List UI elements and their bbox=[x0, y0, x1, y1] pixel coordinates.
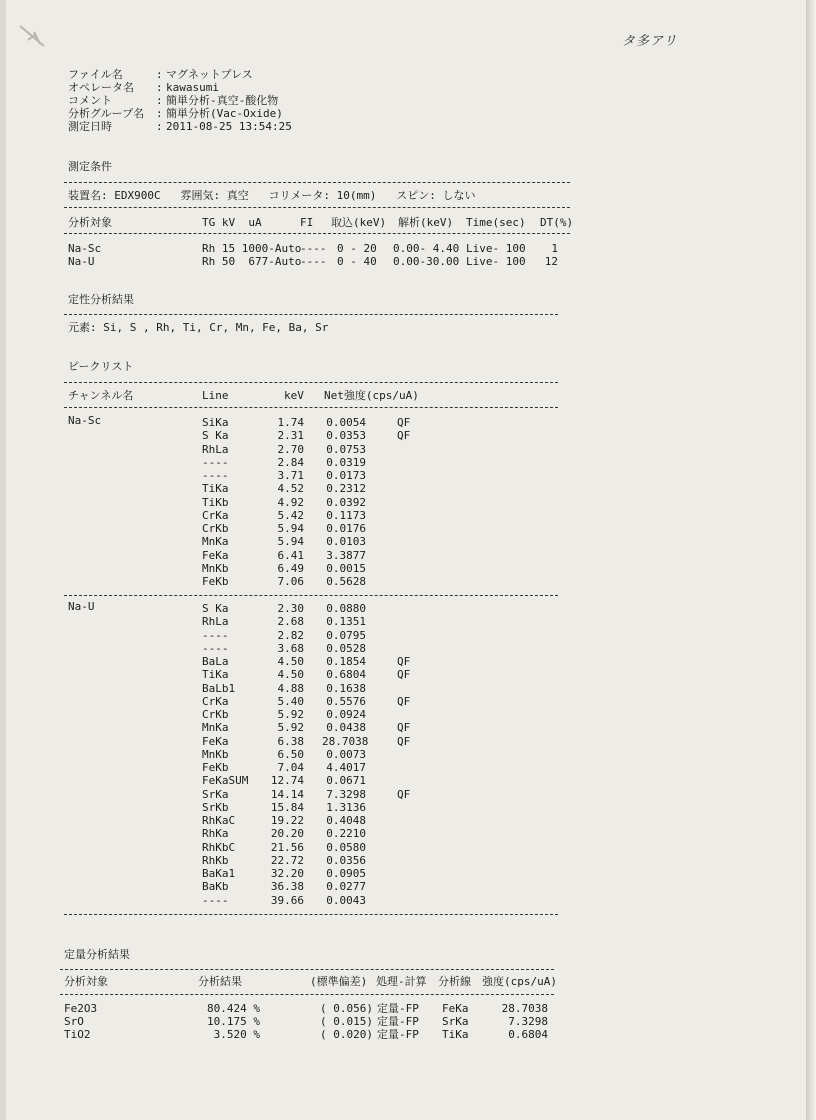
peak-line: SiKa bbox=[202, 416, 229, 429]
quant-process: 定量-FP bbox=[377, 1028, 419, 1041]
peak-line: RhKa bbox=[202, 827, 229, 841]
peak-flag: QF bbox=[397, 734, 411, 748]
divider bbox=[60, 969, 554, 970]
peak-line: ---- bbox=[202, 641, 229, 655]
peak-line: CrKa bbox=[202, 508, 229, 522]
peak-kev: 22.72 bbox=[270, 853, 304, 867]
cond-fi: ---- bbox=[300, 255, 327, 268]
peak-net: 7.3298 bbox=[326, 787, 366, 801]
cond-col-time: Time(sec) bbox=[466, 216, 526, 229]
peak-net: 0.0905 bbox=[326, 867, 366, 880]
peak-kev: 3.71 bbox=[277, 469, 304, 482]
peak-line: FeKb bbox=[202, 575, 229, 588]
quant-col-intensity: 強度(cps/uA) bbox=[482, 975, 557, 988]
peak-kev: 2.30 bbox=[277, 602, 304, 615]
peak-net: 0.0043 bbox=[326, 893, 366, 907]
peak-net: 0.4048 bbox=[326, 814, 366, 827]
peak-kev: 36.38 bbox=[270, 880, 304, 894]
peak-flag: QF bbox=[397, 668, 411, 682]
peak-line: RhKb bbox=[202, 853, 229, 867]
divider bbox=[64, 914, 558, 915]
peak-kev: 2.82 bbox=[277, 628, 304, 642]
peak-kev: 39.66 bbox=[270, 893, 304, 907]
peak-kev: 4.50 bbox=[277, 668, 304, 682]
cond-ana: 0.00-30.00 bbox=[393, 255, 460, 268]
peak-flag: QF bbox=[397, 429, 411, 443]
divider bbox=[64, 207, 570, 208]
peak-net: 0.0880 bbox=[326, 602, 366, 615]
peak-net: 0.0103 bbox=[326, 535, 366, 549]
quant-target: Fe2O3 bbox=[64, 1002, 98, 1015]
peak-line: ---- bbox=[202, 893, 229, 907]
quant-col-process: 処理-計算 bbox=[376, 975, 427, 988]
quant-line: TiKa bbox=[442, 1028, 469, 1041]
peak-net: 3.3877 bbox=[326, 548, 366, 562]
peak-line: RhKbC bbox=[202, 840, 236, 854]
peak-line: ---- bbox=[202, 469, 229, 482]
peak-net: 0.0073 bbox=[326, 747, 366, 761]
divider bbox=[60, 994, 554, 995]
peak-line: TiKb bbox=[202, 495, 229, 509]
quant-sd: ( 0.056) bbox=[320, 1002, 373, 1015]
peak-kev: 2.70 bbox=[277, 442, 304, 456]
quant-line: FeKa bbox=[442, 1002, 469, 1015]
peak-kev: 15.84 bbox=[270, 800, 304, 814]
peak-kev: 6.50 bbox=[277, 747, 304, 761]
cond-tg: Rh 50 677-Auto bbox=[202, 255, 302, 268]
peak-net: 0.6804 bbox=[326, 668, 366, 682]
cond-time: Live- 100 bbox=[466, 255, 526, 268]
peak-line: CrKa bbox=[202, 694, 229, 708]
quant-result: 10.175 % bbox=[207, 1015, 260, 1028]
peak-line: SrKb bbox=[202, 800, 229, 814]
cond-target: Na-U bbox=[68, 255, 95, 268]
peak-net: 0.0353 bbox=[326, 429, 366, 443]
peak-kev: 6.41 bbox=[277, 548, 304, 562]
peak-line: CrKb bbox=[202, 522, 229, 535]
peak-net: 0.0753 bbox=[326, 442, 366, 456]
peak-col-net: Net強度(cps/uA) bbox=[324, 389, 419, 402]
divider bbox=[64, 314, 558, 315]
peak-kev: 6.38 bbox=[277, 734, 304, 748]
peak-net: 0.1854 bbox=[326, 655, 366, 668]
header-label: ファイル名 bbox=[68, 68, 123, 81]
peak-kev: 32.20 bbox=[270, 867, 304, 880]
header-value: kawasumi bbox=[166, 81, 219, 94]
peak-kev: 5.94 bbox=[277, 522, 304, 535]
peak-kev: 2.68 bbox=[277, 615, 304, 629]
quant-target: TiO2 bbox=[64, 1028, 91, 1041]
peak-line: ---- bbox=[202, 628, 229, 642]
peak-flag: QF bbox=[397, 694, 411, 708]
peak-kev: 5.42 bbox=[277, 508, 304, 522]
cond-col-tg: TG kV uA bbox=[202, 216, 262, 229]
peak-net: 0.0392 bbox=[326, 495, 366, 509]
channel-name: Na-U bbox=[68, 600, 95, 613]
peak-net: 0.0671 bbox=[326, 774, 366, 788]
peak-line: SrKa bbox=[202, 787, 229, 801]
peak-line: BaLb1 bbox=[202, 681, 236, 695]
peak-line: BaKb bbox=[202, 880, 229, 894]
header-colon: : bbox=[156, 120, 163, 133]
peak-line: FeKa bbox=[202, 734, 229, 748]
cond-tg: Rh 15 1000-Auto bbox=[202, 242, 302, 255]
peak-line: FeKb bbox=[202, 761, 229, 774]
header-label: コメント bbox=[68, 94, 112, 107]
peak-col-channel: チャンネル名 bbox=[68, 389, 134, 402]
scratch-mark-icon bbox=[14, 16, 54, 56]
peak-net: 0.0795 bbox=[326, 628, 366, 642]
divider bbox=[64, 182, 570, 183]
peak-kev: 19.22 bbox=[270, 814, 304, 827]
quant-intensity: 28.7038 bbox=[501, 1002, 548, 1015]
header-colon: : bbox=[156, 107, 163, 120]
peak-line: BaKa1 bbox=[202, 867, 236, 880]
cond-col-ana: 解析(keV) bbox=[398, 216, 454, 229]
peak-kev: 7.04 bbox=[277, 761, 304, 774]
peak-kev: 4.92 bbox=[277, 495, 304, 509]
peak-col-kev: keV bbox=[284, 389, 304, 402]
peak-net: 0.5628 bbox=[326, 575, 366, 588]
quant-sd: ( 0.015) bbox=[320, 1015, 373, 1028]
peak-net: 0.0580 bbox=[326, 840, 366, 854]
peak-line: BaLa bbox=[202, 655, 229, 668]
peak-kev: 12.74 bbox=[270, 774, 304, 788]
peak-line: RhLa bbox=[202, 442, 229, 456]
header-value: マグネットプレス bbox=[166, 68, 253, 81]
device-line: 装置名: EDX900C 雰囲気: 真空 コリメータ: 10(mm) スピン: しない bbox=[68, 189, 476, 202]
peak-flag: QF bbox=[397, 787, 411, 801]
cond-fi: ---- bbox=[300, 242, 327, 255]
peak-flag: QF bbox=[397, 416, 411, 429]
divider bbox=[64, 233, 570, 234]
header-colon: : bbox=[156, 68, 163, 81]
cond-acq: 0 - 40 bbox=[337, 255, 377, 268]
peak-line: RhKaC bbox=[202, 814, 236, 827]
peak-line: FeKaSUM bbox=[202, 774, 249, 788]
cond-col-acq: 取込(keV) bbox=[331, 216, 387, 229]
peak-line: MnKb bbox=[202, 561, 229, 575]
header-label: 分析グループ名 bbox=[68, 107, 145, 120]
quant-process: 定量-FP bbox=[377, 1015, 419, 1028]
cond-col-fi: FI bbox=[300, 216, 314, 229]
cond-dt: 12 bbox=[544, 255, 558, 268]
peak-kev: 1.74 bbox=[277, 416, 304, 429]
divider bbox=[64, 407, 558, 408]
peak-net: 0.0176 bbox=[326, 522, 366, 535]
peak-net: 1.3136 bbox=[326, 800, 366, 814]
peak-line: TiKa bbox=[202, 482, 229, 496]
header-value: 簡単分析-真空-酸化物 bbox=[166, 94, 279, 107]
peak-net: 0.2210 bbox=[326, 827, 366, 841]
peak-line: TiKa bbox=[202, 668, 229, 682]
quant-line: SrKa bbox=[442, 1015, 469, 1028]
qualitative-title: 定性分析結果 bbox=[68, 293, 134, 306]
peak-net: 0.0015 bbox=[326, 561, 366, 575]
peak-kev: 14.14 bbox=[270, 787, 304, 801]
quant-intensity: 0.6804 bbox=[508, 1028, 548, 1041]
peak-line: S Ka bbox=[202, 602, 229, 615]
quant-target: SrO bbox=[64, 1015, 84, 1028]
peak-kev: 21.56 bbox=[270, 840, 304, 854]
peak-flag: QF bbox=[397, 721, 411, 735]
quant-result: 3.520 % bbox=[213, 1028, 260, 1041]
peak-flag: QF bbox=[397, 655, 411, 668]
cond-dt: 1 bbox=[551, 242, 558, 255]
quant-col-sd: (標準偏差) bbox=[310, 975, 368, 988]
header-value: 簡単分析(Vac-Oxide) bbox=[166, 107, 283, 120]
peak-kev: 4.52 bbox=[277, 482, 304, 496]
peak-net: 0.0319 bbox=[326, 455, 366, 469]
quant-intensity: 7.3298 bbox=[508, 1015, 548, 1028]
quant-col-target: 分析対象 bbox=[64, 975, 108, 988]
header-label: オペレータ名 bbox=[68, 81, 134, 94]
quant-sd: ( 0.020) bbox=[320, 1028, 373, 1041]
peak-net: 0.0438 bbox=[326, 721, 366, 735]
peak-kev: 7.06 bbox=[277, 575, 304, 588]
peak-net: 0.1351 bbox=[326, 615, 366, 629]
peak-line: MnKa bbox=[202, 721, 229, 735]
peak-kev: 2.31 bbox=[277, 429, 304, 443]
peak-kev: 5.40 bbox=[277, 694, 304, 708]
peak-net: 28.7038 bbox=[322, 734, 369, 748]
peak-line: MnKa bbox=[202, 535, 229, 549]
conditions-title: 測定条件 bbox=[68, 160, 112, 173]
peak-line: CrKb bbox=[202, 708, 229, 721]
divider bbox=[64, 382, 558, 383]
quant-process: 定量-FP bbox=[377, 1002, 419, 1015]
peak-net: 0.5576 bbox=[326, 694, 366, 708]
peak-net: 0.1638 bbox=[326, 681, 366, 695]
peak-line: MnKb bbox=[202, 747, 229, 761]
header-colon: : bbox=[156, 81, 163, 94]
cond-time: Live- 100 bbox=[466, 242, 526, 255]
peak-net: 0.2312 bbox=[326, 482, 366, 496]
peak-col-line: Line bbox=[202, 389, 229, 402]
quant-result: 80.424 % bbox=[207, 1002, 260, 1015]
peak-net: 4.4017 bbox=[326, 761, 366, 774]
elements-line: 元素: Si, S , Rh, Ti, Cr, Mn, Fe, Ba, Sr bbox=[68, 321, 329, 334]
peak-kev: 5.94 bbox=[277, 535, 304, 549]
cond-col-dt: DT(%) bbox=[540, 216, 574, 229]
peak-kev: 4.88 bbox=[277, 681, 304, 695]
cond-ana: 0.00- 4.40 bbox=[393, 242, 460, 255]
peak-net: 0.0173 bbox=[326, 469, 366, 482]
peak-line: RhLa bbox=[202, 615, 229, 629]
peak-kev: 5.92 bbox=[277, 721, 304, 735]
channel-name: Na-Sc bbox=[68, 414, 102, 427]
peak-kev: 5.92 bbox=[277, 708, 304, 721]
header-value: 2011-08-25 13:54:25 bbox=[166, 120, 292, 133]
peak-line: FeKa bbox=[202, 548, 229, 562]
peak-kev: 3.68 bbox=[277, 641, 304, 655]
quant-col-line: 分析線 bbox=[438, 975, 471, 988]
cond-target: Na-Sc bbox=[68, 242, 102, 255]
peak-line: ---- bbox=[202, 455, 229, 469]
peaklist-title: ピークリスト bbox=[68, 360, 134, 373]
header-colon: : bbox=[156, 94, 163, 107]
peak-net: 0.0054 bbox=[326, 416, 366, 429]
header-label: 測定日時 bbox=[68, 120, 112, 133]
peak-net: 0.1173 bbox=[326, 508, 366, 522]
divider bbox=[64, 595, 558, 596]
peak-kev: 4.50 bbox=[277, 655, 304, 668]
quantitative-title: 定量分析結果 bbox=[64, 948, 130, 961]
peak-net: 0.0356 bbox=[326, 853, 366, 867]
cond-col-target: 分析対象 bbox=[68, 216, 112, 229]
cond-acq: 0 - 20 bbox=[337, 242, 377, 255]
handwritten-note: タ多アリ bbox=[622, 34, 678, 49]
peak-net: 0.0924 bbox=[326, 708, 366, 721]
peak-kev: 6.49 bbox=[277, 561, 304, 575]
peak-net: 0.0528 bbox=[326, 641, 366, 655]
peak-line: S Ka bbox=[202, 429, 229, 443]
peak-kev: 2.84 bbox=[277, 455, 304, 469]
peak-kev: 20.20 bbox=[270, 827, 304, 841]
peak-net: 0.0277 bbox=[326, 880, 366, 894]
quant-col-result: 分析結果 bbox=[198, 975, 242, 988]
